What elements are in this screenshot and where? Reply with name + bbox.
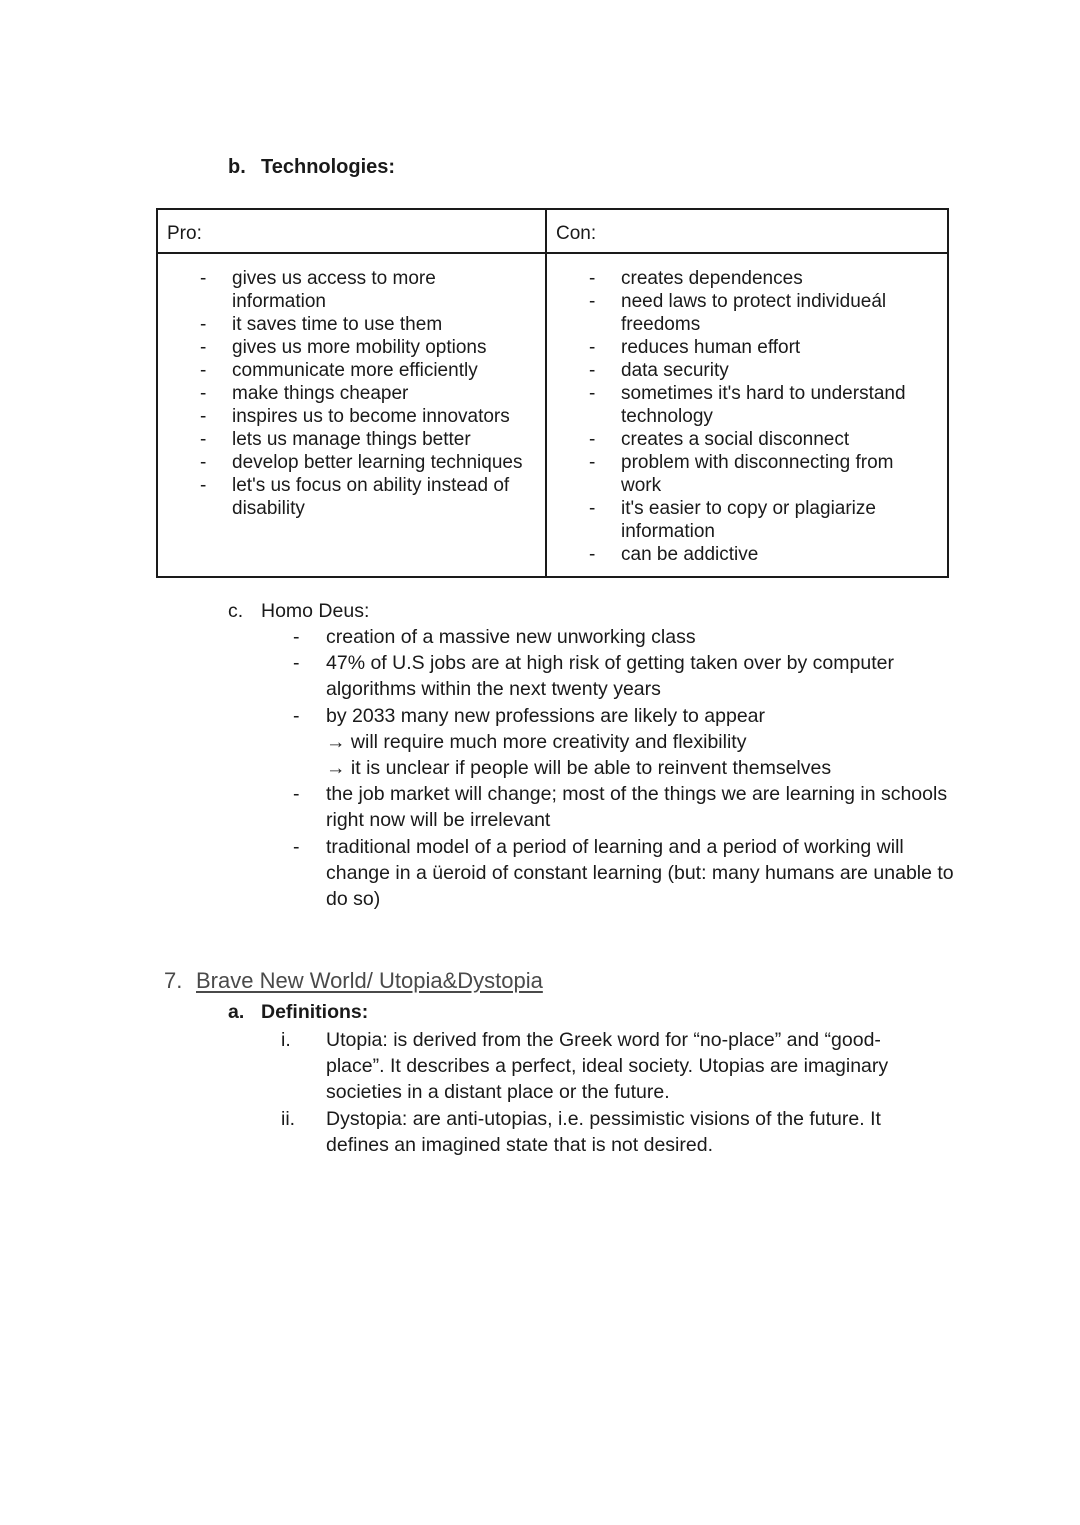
con-item: - data security	[547, 359, 947, 382]
section-c	[228, 598, 968, 912]
section-a-marker: a.	[228, 1001, 245, 1023]
homo-deus-item-text: creation of a massive new unworking class	[326, 626, 696, 648]
section-7-title-link[interactable]: Brave New World/ Utopia&Dystopia	[196, 968, 543, 993]
con-item: - reduces human effort	[547, 336, 947, 359]
con-item: - need laws to protect individueál freedoms	[547, 290, 947, 336]
table-header-row	[157, 209, 948, 253]
homo-deus-item-text: traditional model of a period of learning and a period of working will change in a üeroid of constant learning (but: many humans are unable to do so)	[326, 835, 954, 911]
pro-item: - gives us more mobility options	[158, 336, 545, 359]
pro-item: - lets us manage things better	[158, 428, 545, 451]
pro-item: - inspires us to become innovators	[158, 405, 545, 428]
section-c-title: Homo Deus:	[261, 600, 370, 622]
pro-item: - make things cheaper	[158, 382, 545, 405]
pro-con-table	[156, 208, 949, 578]
pro-item: - let's us focus on ability instead of disability	[158, 474, 545, 520]
section-7-number: 7.	[164, 968, 183, 993]
pro-header-cell	[157, 209, 546, 253]
definitions-list	[228, 1027, 928, 1158]
homo-deus-subitem: → it is unclear if people will be able to reinvent themselves	[326, 757, 832, 780]
homo-deus-item-text: the job market will change; most of the things we are learning in schools right now will be irrelevant	[326, 783, 948, 832]
definition-text: Utopia: is derived from the Greek word for “no-place” and “good-place”. It describes a perfect, ideal society. Utopias are imaginary societies in a distant place or the future.	[326, 1029, 889, 1104]
definition-numeral: i.	[281, 1029, 291, 1051]
homo-deus-item	[228, 624, 968, 650]
section-a-heading	[228, 1001, 368, 1024]
definition-item	[228, 1027, 928, 1106]
section-b-heading	[228, 156, 395, 179]
section-b-title: Technologies:	[261, 156, 396, 178]
con-item: - sometimes it's hard to understand technology	[547, 382, 947, 428]
definition-numeral: ii.	[281, 1107, 296, 1130]
con-item: - creates a social disconnect	[547, 428, 947, 451]
homo-deus-item	[228, 703, 968, 782]
section-a-title: Definitions:	[261, 1001, 369, 1023]
homo-deus-subitem: → will require much more creativity and flexibility	[326, 730, 747, 753]
con-header-cell	[546, 209, 948, 253]
pro-item: - communicate more efficiently	[158, 359, 545, 382]
con-item: - creates dependences	[547, 267, 947, 290]
homo-deus-item-text: by 2033 many new professions are likely to appear	[326, 704, 765, 727]
pro-cell	[157, 253, 546, 577]
section-7-heading	[164, 968, 543, 994]
section-b-marker: b.	[228, 156, 246, 178]
con-item: - problem with disconnecting from work	[547, 451, 947, 497]
pro-list	[158, 254, 545, 530]
con-list	[547, 254, 947, 576]
homo-deus-item	[228, 650, 968, 702]
con-cell	[546, 253, 948, 577]
homo-deus-item-text: 47% of U.S jobs are at high risk of getting taken over by computer algorithms within the next twenty years	[326, 652, 894, 701]
homo-deus-item	[228, 781, 968, 833]
section-c-heading	[228, 598, 968, 624]
table-body-row	[157, 253, 948, 577]
pro-item: - it saves time to use them	[158, 313, 545, 336]
section-c-marker: c.	[228, 600, 244, 622]
pro-header: Pro:	[167, 223, 202, 244]
homo-deus-list	[228, 624, 968, 912]
con-header: Con:	[556, 223, 597, 244]
con-item: - can be addictive	[547, 543, 947, 566]
definition-text: Dystopia: are anti-utopias, i.e. pessimistic visions of the future. It defines an imagined state that is not desired.	[326, 1107, 881, 1156]
pro-item: - gives us access to more information	[158, 267, 545, 313]
pro-item: - develop better learning techniques	[158, 451, 545, 474]
con-item: - it's easier to copy or plagiarize information	[547, 497, 947, 543]
homo-deus-item	[228, 834, 968, 913]
definition-item	[228, 1106, 928, 1158]
